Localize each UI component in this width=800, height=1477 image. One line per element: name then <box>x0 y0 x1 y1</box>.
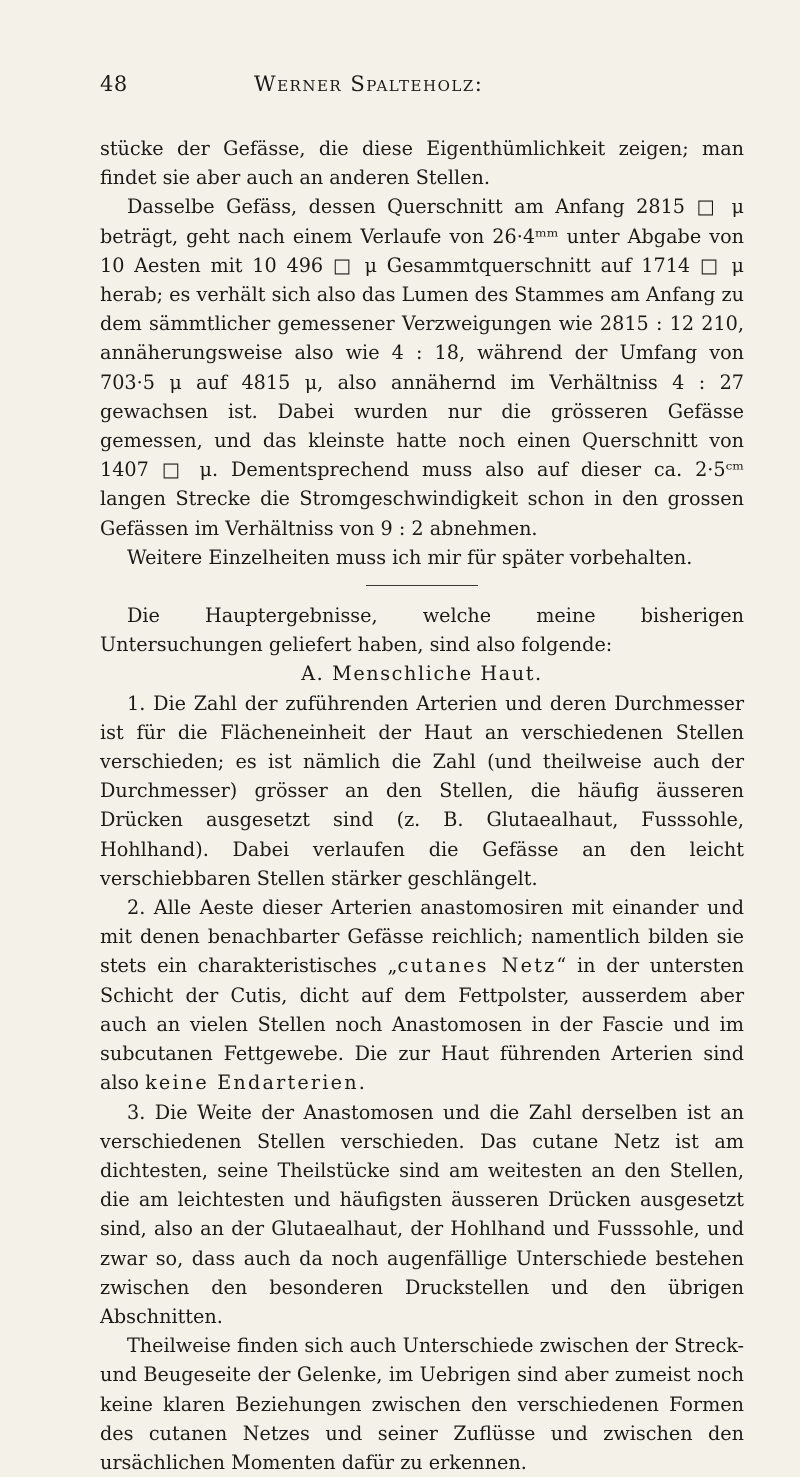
point-2-text-after: . <box>358 1071 365 1095</box>
section-divider <box>366 585 478 586</box>
paragraph-point-1: 1. Die Zahl der zuführenden Arterien und deren Durchmesser ist für die Flächeneinheit der Haut an verschiedenen Stellen verschieden; es ist nämlich die Zahl (und theilweise auch der Durchmesser) grösser an den Stellen, die häufig äusseren Drücken ausgesetzt sind (z. B. Glutaealhaut, Fusssohle, Hohlhand). Dabei verlaufen die Gefässe an den leicht verschiebbaren Stellen stärker geschlängelt. <box>100 691 744 890</box>
paragraph-summary-intro: Die Hauptergebnisse, welche meine bisherigen Untersuchungen geliefert haben, sind also folgende: <box>100 604 744 657</box>
paragraph-further-details: Weitere Einzelheiten muss ich mir für später vorbehalten. <box>127 545 693 569</box>
page-number: 48 <box>100 72 128 96</box>
paragraph-cross-section: Dasselbe Gefäss, dessen Querschnitt am Anfang 2815 □ μ beträgt, geht nach einem Verlaufe von 26·4ᵐᵐ unter Abgabe von 10 Aesten mit 10 496 □ μ Gesammtquerschnitt auf 1714 □ μ herab; es verhält sich also das Lumen des Stammes am Anfang zu dem sämmtlicher gemessener Verzweigungen wie 2815 : 12 210, annäherungsweise also wie 4 : 18, während der Umfang von 703·5 μ auf 4815 μ, also annähernd im Verhältniss 4 : 27 gewachsen ist. Dabei wurden nur die grösseren Gefässe gemessen, und das kleinste hatte noch einen Querschnitt von 1407 □ μ. Dementsprechend muss also auf dieser ca. 2·5ᶜᵐ langen Strecke die Stromgeschwindigkeit schon in den grossen Gefässen im Verhältniss von 9 : 2 abnehmen. <box>100 195 744 540</box>
paragraph-point-3-continued: Theilweise finden sich auch Unterschiede zwischen der Streck- und Beugeseite der Gelenke, im Uebrigen sind aber zumeist noch keine klaren Beziehungen zwischen den verschiedenen Formen des cutanen Netzes und seiner Zuflüsse und zwischen den ursächlichen Momenten dafür zu erkennen. <box>100 1334 744 1474</box>
book-page <box>100 72 744 1477</box>
paragraph-point-2 <box>100 893 744 1097</box>
paragraph-continuation: stücke der Gefässe, die diese Eigenthümlichkeit zeigen; man findet sie aber auch an anderen Stellen. <box>100 137 744 190</box>
paragraph-point-3: 3. Die Weite der Anastomosen und die Zahl derselben ist an verschiedenen Stellen verschieden. Das cutane Netz ist am dichtesten, seine Theilstücke sind am weitesten an den Stellen, die am leichtesten und häufigsten äusseren Drücken ausgesetzt sind, also an der Glutaealhaut, der Hohlhand und Fusssohle, und zwar so, dass auch da noch augenfällige Unterschiede bestehen zwischen den besonderen Druckstellen und den übrigen Abschnitten. <box>100 1100 744 1328</box>
running-head: Werner Spalteholz: <box>254 72 484 96</box>
page-header <box>100 72 744 102</box>
body-text <box>100 134 744 1477</box>
term-cutanes-netz: cutanes Netz <box>397 954 557 978</box>
point-2-text-middle: “ in der untersten Schicht der Cutis, dicht auf dem Fettpolster, ausserdem aber auch an vielen Stellen noch Anastomosen in der Fascie und im subcutanen Fettgewebe. Die zur Haut führenden Arterien sind also <box>100 954 744 1095</box>
point-2-text-before: 2. Alle Aeste dieser Arterien anastomosiren mit einander und mit denen benachbarter Gefässe reichlich; namentlich bilden sie stets ein charakteristisches „ <box>100 896 744 978</box>
section-heading: A. Menschliche Haut. <box>301 662 543 686</box>
term-keine-endarterien: keine Endarterien <box>145 1071 359 1095</box>
